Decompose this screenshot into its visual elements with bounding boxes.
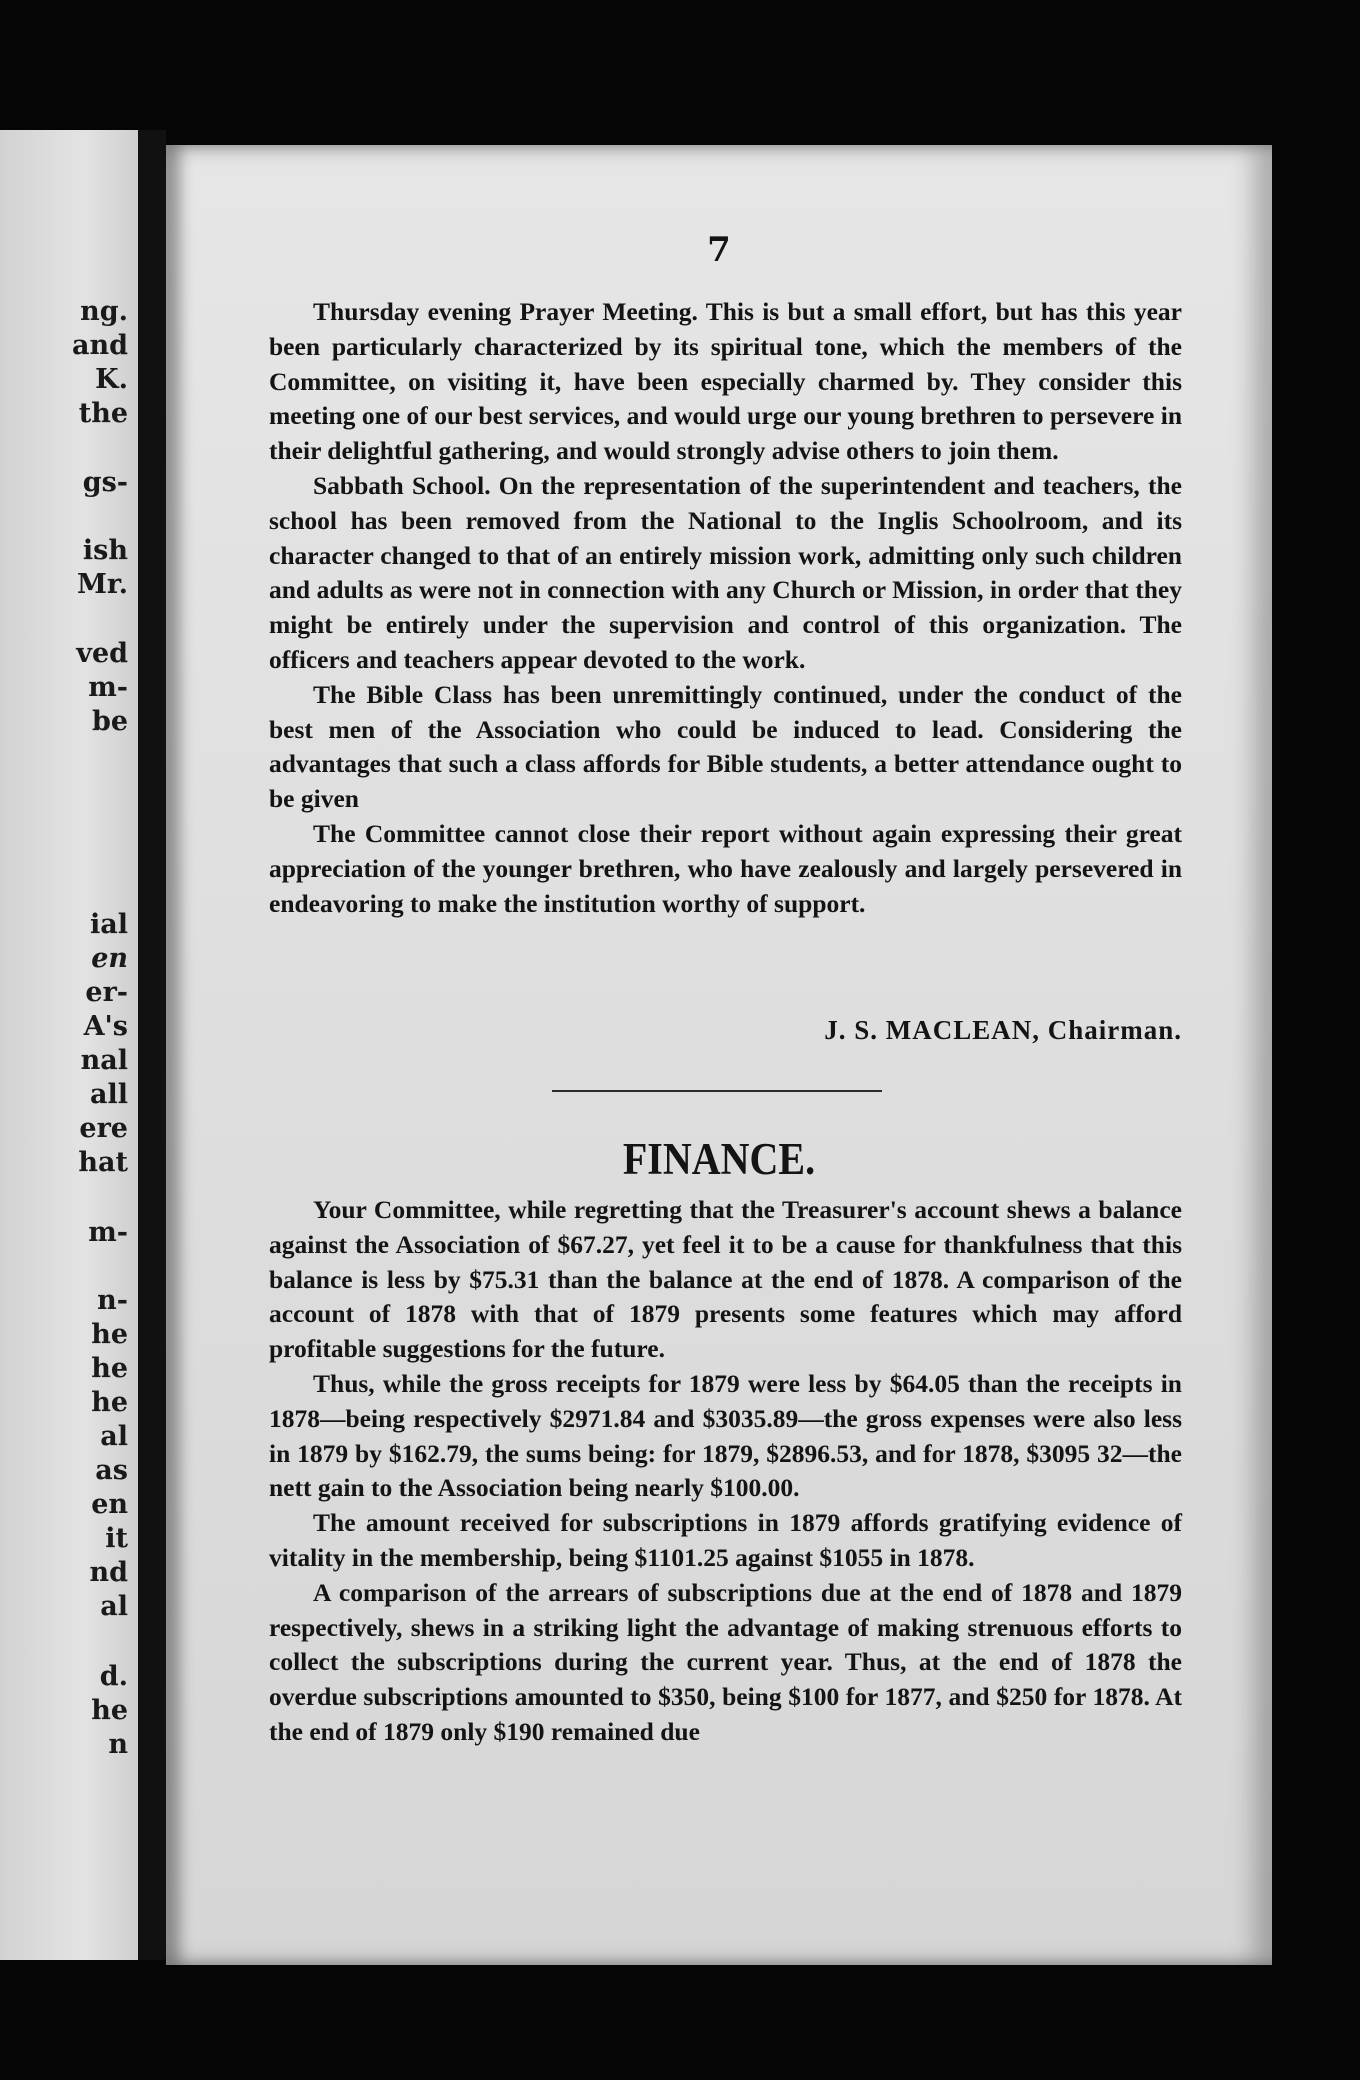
left-page-text-fragment: he bbox=[91, 1387, 128, 1418]
paragraph-arrears: A comparison of the arrears of subscriptions due at the end of 1878 and 1879 respectively, shews in a striking light the advantage of making strenuous efforts to collect the subscriptions during the current year. Thus, at the end of 1878 the overdue subscriptions amounted to $350, being $100 for 1877, and $250 for 1878. At the end of 1879 only $190 remained due bbox=[269, 1577, 1182, 1746]
left-page-text-fragment: al bbox=[100, 1421, 128, 1452]
paragraph-bible-class: The Bible Class has been unremittingly continued, under the conduct of the best men of the Association who could be induced to lead. Considering the advantages that such a class affords for Bible students, a better attendance ought to be given bbox=[269, 679, 1182, 814]
left-page-text-fragment: en bbox=[91, 1489, 128, 1520]
left-page-text-fragment: ish bbox=[82, 535, 128, 566]
paragraph-prayer-meeting: Thursday evening Prayer Meeting. This is but a small effort, but has this year been particularly characterized by its spiritual tone, which the members of the Committee, on visiting it, have been especially charmed by. They consider this meeting one of our best services, and would urge our young brethren to persevere in their delightful gathering, and would strongly advise others to join them. bbox=[269, 297, 1182, 466]
page-number: 7 bbox=[707, 230, 731, 270]
chairman-signature: J. S. MACLEAN, Chairman. bbox=[824, 1015, 1182, 1045]
left-page-text-fragment: ere bbox=[79, 1113, 128, 1144]
left-page-text-fragment: ng. bbox=[80, 296, 128, 327]
left-page-text-fragment: and bbox=[71, 330, 128, 361]
left-page-text-fragment: n- bbox=[97, 1285, 128, 1316]
left-page-text-fragment: A's bbox=[83, 1011, 128, 1042]
book-gutter bbox=[138, 130, 166, 1960]
left-page-edge bbox=[0, 130, 138, 1960]
paragraph-receipts: Thus, while the gross receipts for 1879 were less by $64.05 than the receipts in 1878—being respectively $2971.84 and $3035.89—the gross expenses were also less in 1879 by $162.79, the sums being: for 1879, $2896.53, and for 1878, $3095 32—the nett gain to the Association being nearly $100.00. bbox=[269, 1368, 1182, 1503]
left-page-text-fragment: K. bbox=[95, 364, 128, 395]
finance-section bbox=[269, 1193, 1182, 1750]
left-page-text-fragment: all bbox=[89, 1079, 128, 1110]
paragraph-closing: The Committee cannot close their report without again expressing their great appreciation of the younger brethren, who have zealously and largely persevered in endeavoring to make the institution worthy of support. bbox=[269, 818, 1182, 918]
left-page-text-fragment: er- bbox=[85, 977, 128, 1008]
left-page-text-fragment: be bbox=[91, 706, 128, 737]
paragraph-balance: Your Committee, while regretting that the Treasurer's account shews a balance against the Association of $67.27, yet feel it to be a cause for thankfulness that this balance is less by $75.31 than the balance at the end of 1878. A comparison of the account of 1878 with that of 1879 presents some features which may afford profitable suggestions for the future. bbox=[269, 1195, 1182, 1364]
left-page-text-fragment: the bbox=[78, 398, 128, 429]
left-page-text-fragment: he bbox=[91, 1695, 128, 1726]
left-page-text-fragment: he bbox=[91, 1353, 128, 1384]
left-page-text-fragment: nal bbox=[80, 1045, 128, 1076]
left-page-text-fragment: m- bbox=[88, 672, 128, 703]
left-page-text-fragment: nd bbox=[89, 1557, 128, 1588]
section-divider bbox=[552, 1090, 882, 1092]
left-page-text-fragment: al bbox=[100, 1591, 128, 1622]
finance-heading: FINANCE. bbox=[622, 1132, 816, 1185]
document-page bbox=[166, 145, 1272, 1965]
left-page-text-fragment: en bbox=[91, 943, 128, 974]
paragraph-subscriptions: The amount received for subscriptions in 1879 affords gratifying evidence of vitality in the membership, being $1101.25 against $1055 in 1878. bbox=[269, 1508, 1182, 1572]
left-page-text-fragment: ial bbox=[89, 909, 128, 940]
left-page-text-fragment: as bbox=[95, 1455, 128, 1486]
left-page-text-fragment: it bbox=[105, 1523, 128, 1554]
left-page-text-fragment: Mr. bbox=[76, 569, 128, 600]
left-page-text-fragment: m- bbox=[88, 1217, 128, 1248]
left-page-text-fragment: ved bbox=[76, 638, 128, 669]
left-page-text-fragment: he bbox=[91, 1319, 128, 1350]
paragraph-sabbath-school: Sabbath School. On the representation of the superintendent and teachers, the school has been removed from the National to the Inglis Schoolroom, and its character changed to that of an entirely mission work, admitting only such children and adults as were not in connection with any Church or Mission, in order that they might be entirely under the supervision and control of this organization. The officers and teachers appear devoted to the work. bbox=[269, 470, 1182, 674]
left-page-text-fragment: gs- bbox=[82, 467, 128, 498]
committee-report bbox=[269, 295, 1182, 921]
left-page-text-fragment: hat bbox=[78, 1147, 128, 1178]
left-page-text-fragment: d. bbox=[99, 1661, 128, 1692]
left-page-text-fragment: n bbox=[108, 1729, 128, 1760]
